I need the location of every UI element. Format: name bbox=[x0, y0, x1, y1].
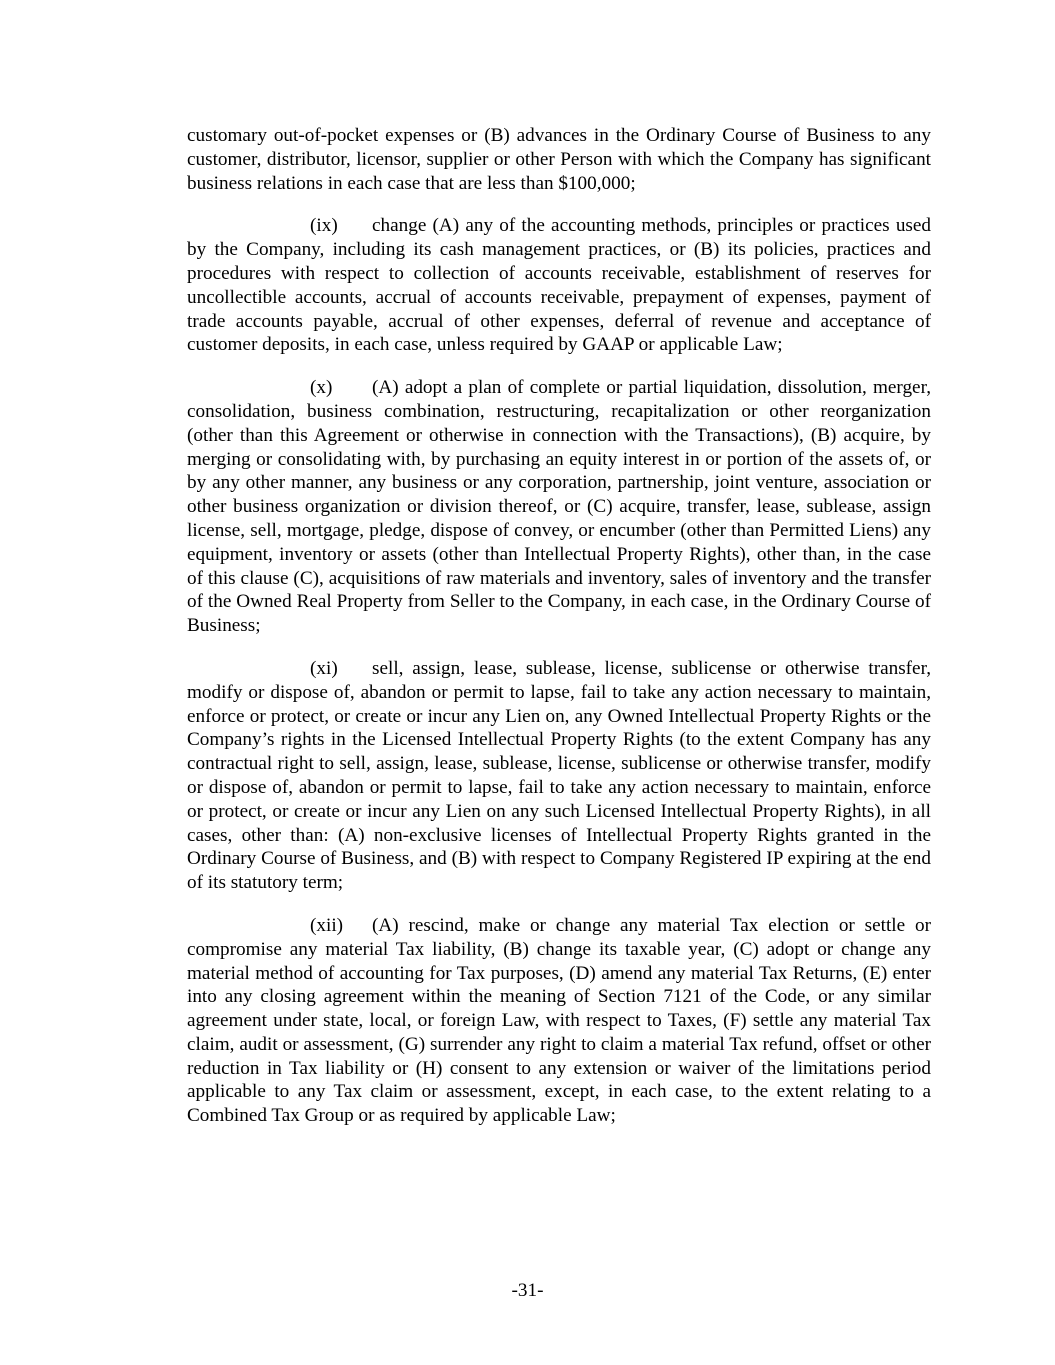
paragraph-text: (A) rescind, make or change any material Tax election or settle or compromise any material Tax liability, (B) change its taxable year, (C) adopt or change any material method of accounting for Tax purposes, (D) amend any material Tax Returns, (E) enter into any closing agreement within the meaning of Section 7121 of the Code, or any similar agreement under state, local, or foreign Law, with respect to Taxes, (F) settle any material Tax claim, audit or assessment, (G) surrender any right to claim a material Tax refund, offset or other reduction in Tax liability or (H) consent to any extension or waiver of the limitations period applicable to any Tax claim or assessment, except, in each case, to the extent relating to a Combined Tax Group or as required by applicable Law; bbox=[187, 914, 931, 1127]
clause-number: (xi) bbox=[310, 657, 338, 679]
clause-number: (xii) bbox=[310, 914, 344, 936]
clause-number: (x) bbox=[310, 377, 333, 399]
paragraph-ix bbox=[187, 214, 931, 357]
paragraph-text: change (A) any of the accounting methods, principles or practices used by the Company, including its cash management practices, or (B) its policies, practices and procedures with respect to collection of accounts receivable, establishment of reserves for uncollectible accounts, accrual of accounts receivable, prepayment of expenses, payment of trade accounts payable, accrual of other expenses, deferral of revenue and acceptance of customer deposits, in each case, unless required by GAAP or applicable Law; bbox=[187, 215, 931, 356]
paragraph-text: (A) adopt a plan of complete or partial liquidation, dissolution, merger, consolidation, business combination, restructuring, recapitalization or other reorganization (other than this Agreement or otherwise in connection with the Transactions), (B) acquire, by merging or consolidating with, by purchasing an equity interest in or portion of the assets of, or by any other manner, any business or any corporation, partnership, joint venture, association or other business organization or division thereof, or (C) acquire, transfer, lease, sublease, assign license, sell, mortgage, pledge, dispose of convey, or encumber (other than Permitted Liens) any equipment, inventory or assets (other than Intellectual Property Rights), other than, in the case of this clause (C), acquisitions of raw materials and inventory, sales of inventory and the transfer of the Owned Real Property from Seller to the Company, in each case, in the Ordinary Course of Business; bbox=[187, 377, 931, 637]
paragraph-viii-continued bbox=[187, 124, 931, 195]
page-number: -31- bbox=[511, 1280, 544, 1301]
paragraph-text: sell, assign, lease, sublease, license, sublicense or otherwise transfer, modify or dispose of, abandon or permit to lapse, fail to take any action necessary to maintain, enforce or protect, or create or incur any Lien on, any Owned Intellectual Property Rights or the Company’s rights in the Licensed Intellectual Property Rights (to the extent Company has any contractual right to sell, assign, lease, sublease, license, sublicense or otherwise transfer, modify or dispose of, abandon or permit to lapse, fail to take any action necessary to maintain, enforce or protect, or create or incur any Lien on any such Licensed Intellectual Property Rights), in all cases, other than: (A) non-exclusive licenses of Intellectual Property Rights granted in the Ordinary Course of Business, and (B) with respect to Company Registered IP expiring at the end of its statutory term; bbox=[187, 657, 931, 894]
paragraph-text: customary out-of-pocket expenses or (B) advances in the Ordinary Course of Business to any customer, distributor, licensor, supplier or other Person with which the Company has significant business relations in each case that are less than $100,000; bbox=[187, 125, 931, 194]
paragraph-x bbox=[187, 376, 931, 638]
paragraph-xii bbox=[187, 914, 931, 1128]
document-body bbox=[187, 124, 931, 1147]
clause-number: (ix) bbox=[310, 215, 338, 237]
paragraph-xi bbox=[187, 657, 931, 895]
